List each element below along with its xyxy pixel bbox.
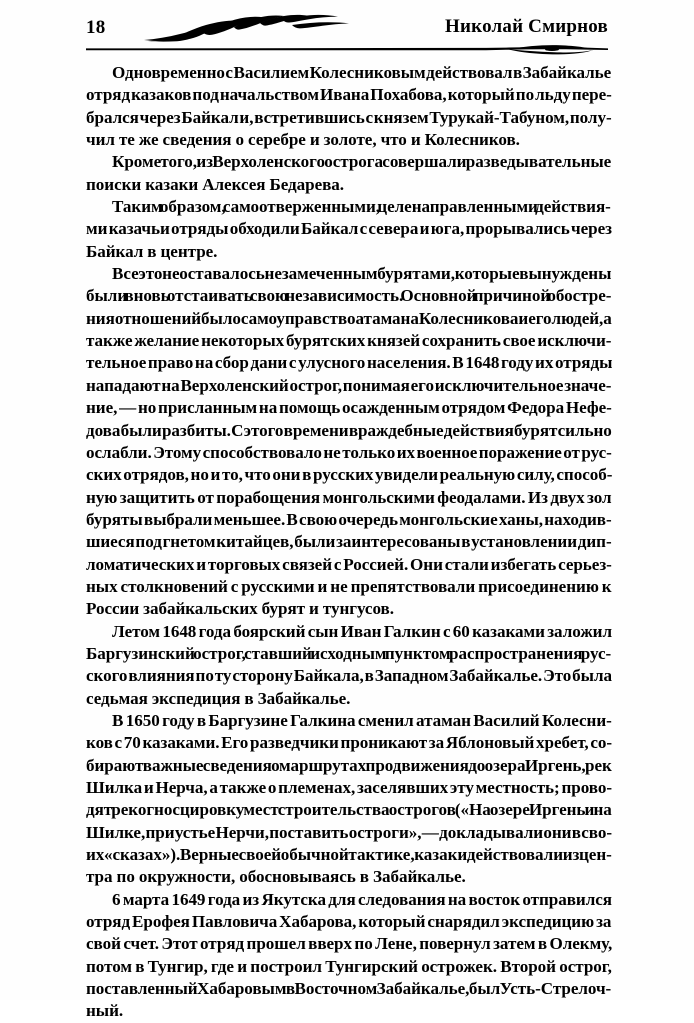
text-line: Шилке, при устье Нерчи, поставить остроги», — докладывали они в сво- <box>86 822 612 842</box>
text-line: Байкал в центре. <box>86 241 218 261</box>
text-line: ную защитить от порабощения монгольскими феодалами. Из двух зол <box>86 487 612 507</box>
text-line: седьмая экспедиция в Забайкалье. <box>86 688 351 708</box>
text-line: 6 марта 1649 года из Якутска для следования на восток отправился <box>112 889 612 909</box>
text-line: свой счет. Этот отряд прошел вверх по Лене, повернул затем в Олекму, <box>86 934 613 954</box>
text-line: тра по окружности, обосновываясь в Забайкалье. <box>86 867 466 887</box>
text-line: поставленный Хабаровым в Восточном Забайкалье, был Усть-Стрелоч- <box>86 979 612 999</box>
text-line: ния отношений было самоуправство атамана Колесникова и его людей, а <box>86 308 612 328</box>
feather-flourish-ornament <box>142 14 352 42</box>
page-folio-number: 18 <box>86 17 106 38</box>
running-head <box>86 14 608 58</box>
text-line: отряд Ерофея Павловича Хабарова, который снарядил экспедицию за <box>86 912 612 932</box>
text-line: Летом 1648 года боярский сын Иван Галкин с 60 казаками заложил <box>112 621 612 641</box>
text-line: буряты выбрали меньшее. В свою очередь монгольские ханы, находив- <box>86 509 612 529</box>
paragraph <box>86 62 610 151</box>
text-line: дова были разбиты. С этого времени враждебные действия бурят сильно <box>86 420 612 440</box>
text-line: были вновь отстаивать свою независимость. Основной причиной обостре- <box>86 286 612 306</box>
text-line: Шилка и Нерча, а также о племенах, заселявших эту местность; прово- <box>86 778 612 797</box>
text-line: ского влияния по ту сторону Байкала, в Западном Забайкалье. Это была <box>86 666 613 686</box>
paragraph <box>86 621 613 710</box>
text-line: ных столкновений с русскими и не препятствовали присоединению к <box>86 576 612 596</box>
text-line: дят рекогносцировку мест строительства острогов («На озере Иргень и на <box>86 800 612 820</box>
text-line: брался через Байкал и, встретившись с князем Турукай-Табуном, полу- <box>86 107 612 127</box>
text-line: Баргузинский острог, ставший исходным пунктом распространения рус- <box>86 643 612 663</box>
text-line: отряд казаков под начальством Ивана Похабова, который по льду пере- <box>86 85 612 105</box>
text-line: ный. <box>86 1001 124 1021</box>
text-line: ние, — но присланным на помощь осажденным отрядом Федора Нефе- <box>86 398 612 418</box>
text-line: Кроме того, из Верхоленского острога совершали разведывательные <box>112 152 612 172</box>
text-line: бирают важные сведения о маршрутах продвижения до озера Иргень, рек <box>86 755 612 775</box>
paragraph <box>86 263 613 621</box>
text-line: поиски казаки Алексея Бедарева. <box>86 174 345 194</box>
paragraph <box>86 710 610 889</box>
text-line: России забайкальских бурят и тунгусов. <box>86 599 394 619</box>
text-line: Таким образом, самоотверженными, целенаправленными действия- <box>112 197 611 217</box>
text-line: потом в Тунгир, где и построил Тунгирский острожек. Второй острог, <box>86 956 612 976</box>
text-line: шиеся под гнетом китайцев, были заинтересованы в установлении дип- <box>86 532 612 552</box>
text-line: В 1650 году в Баргузине Галкина сменил атаман Василий Колесни- <box>112 710 612 730</box>
paragraph <box>86 889 613 1023</box>
text-line: Одновременно с Василием Колесниковым действовал в Забайкалье <box>112 63 612 82</box>
text-line: тельное право на сбор дани с улусного населения. В 1648 году их отряды <box>86 353 613 373</box>
text-line: ослабли. Этому способствовало не только их военное поражение от рус- <box>86 442 612 462</box>
text-line: ми казачьи отряды обходили Байкал с севера и юга, прорывались через <box>86 219 612 239</box>
running-head-author: Николай Смирнов <box>445 16 608 37</box>
paragraph <box>86 196 610 263</box>
text-line: ских отрядов, но и то, что они в русских увидели реальную силу, способ- <box>86 465 613 485</box>
text-line: Все это не оставалось незамеченным бурятами, которые вынуждены <box>112 264 612 284</box>
text-line: чил те же сведения о серебре и золоте, что и Колесников. <box>86 130 520 150</box>
paragraph <box>86 151 610 196</box>
text-line: также желание некоторых бурятских князей сохранить свое исключи- <box>86 331 612 351</box>
text-line: ков с 70 казаками. Его разведчики проникают за Яблоновый хребет, со- <box>86 733 612 753</box>
body-text-block <box>86 62 613 1023</box>
header-decorative-rule <box>86 43 608 56</box>
text-line: ломатических и торговых связей с Россией. Они стали избегать серьез- <box>86 554 612 574</box>
text-line: их «сказах»). Верные своей обычной тактике, казаки действовали из цен- <box>86 845 612 865</box>
text-line: нападают на Верхоленский острог, понимая его исключительное значе- <box>86 375 612 395</box>
